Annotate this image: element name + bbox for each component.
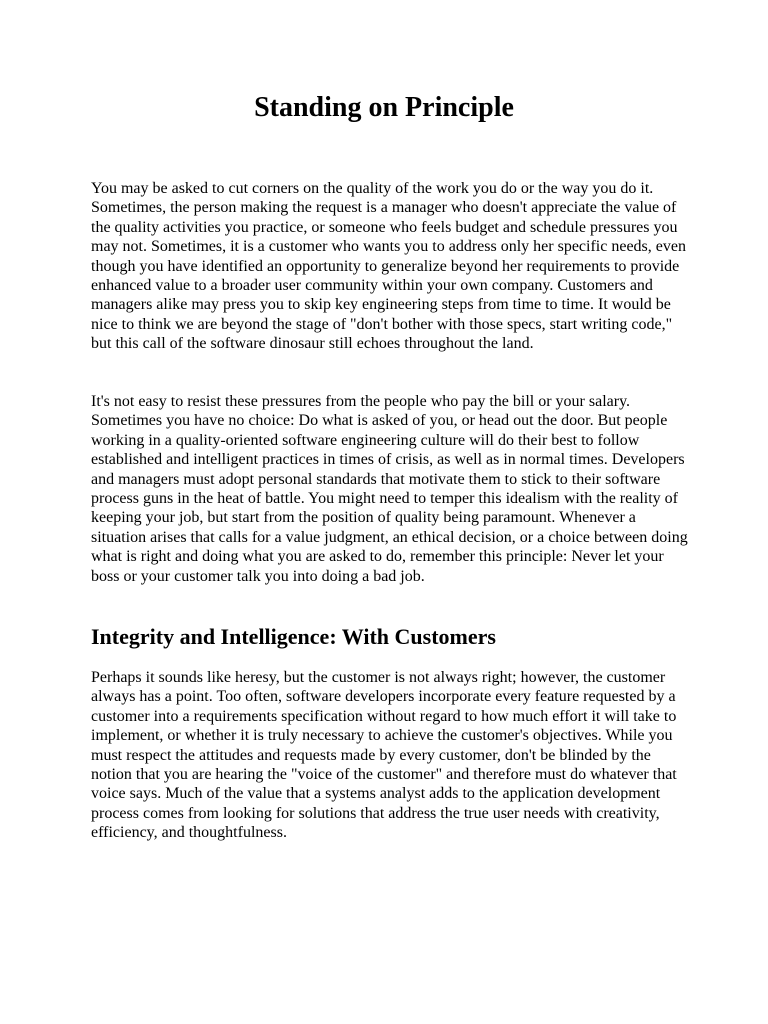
page-title: Standing on Principle [254,92,514,123]
body-paragraph-1: You may be asked to cut corners on the quality of the work you do or the way you do it. Sometimes, the person making the request is a manager who doesn't appreciate the value of the quality activities you practice, or someone who feels budget and schedule pressures you may not. Sometimes, it is a customer who wants you to address only her specific needs, even though you have identified an opportunity to generalize beyond her requirements to provide enhanced value to a broader user community within your own company. Customers and managers alike may press you to skip key engineering steps from time to time. It would be nice to think we are beyond the stage of "don't bother with those specs, start writing code," but this call of the software dinosaur still echoes throughout the land. [91,180,686,353]
section-paragraph: Perhaps it sounds like heresy, but the customer is not always right; however, the customer always has a point. Too often, software developers incorporate every feature requested by a customer into a requirements specification without regard to how much effort it will take to implement, or whether it is truly necessary to achieve the customer's objectives. While you must respect the attitudes and requests made by every customer, don't be blinded by the notion that you are hearing the "voice of the customer" and therefore must do whatever that voice says. Much of the value that a systems analyst adds to the application development process comes from looking for solutions that address the true user needs with creativity, efficiency, and thoughtfulness. [91,669,677,842]
body-paragraph-2: It's not easy to resist these pressures from the people who pay the bill or your salary. Sometimes you have no choice: Do what is asked of you, or head out the door. But people working in a quality-oriented software engineering culture will do their best to follow established and intelligent practices in times of crisis, as well as in normal times. Developers and managers must adopt personal standards that motivate them to stick to their software process guns in the heat of battle. You might need to temper this idealism with the reality of keeping your job, but start from the position of quality being paramount. Whenever a situation arises that calls for a value judgment, an ethical decision, or a choice between doing what is right and doing what you are asked to do, remember this principle: Never let your boss or your customer talk you into doing a bad job. [91,393,688,585]
section-heading: Integrity and Intelligence: With Customers [91,624,496,649]
